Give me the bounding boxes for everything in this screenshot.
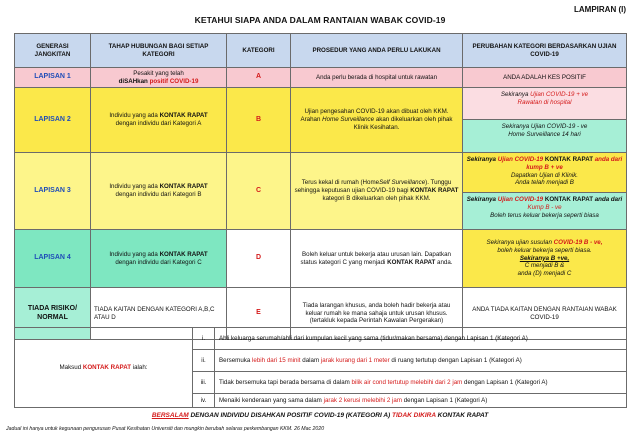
header-prosedur: PROSEDUR YANG ANDA PERLU LAKUKAN [291,34,463,68]
generasi-tiada-risiko: TIADA RISIKO/ NORMAL [15,288,91,340]
perubahan-text: Home Surveillance 14 hari [508,130,581,138]
perubahan-highlight: Ujian COVID-19 [497,156,544,163]
definition-text: Bersemuka [219,356,251,364]
tahap-text: dengan individu dari Kategori A [115,120,202,127]
definition-text: Menaiki kenderaan yang sama dalam [219,396,322,404]
footer-highlight: BERSALAM [151,412,189,419]
perubahan-negative [463,193,626,229]
prosedur-text: akan dikeluarkan oleh pihak Klinik Kesihatan. [353,116,453,131]
perubahan-negative [463,120,626,152]
prosedur-text: Ujian pengesahan COVID-19 akan dibuat oleh KKM. Arahan [300,108,449,124]
tahap-text: dengan individu dari Kategori B [115,191,202,198]
item-number: i. [193,328,215,350]
definition-highlight: lebih dari 15 minit [252,356,301,364]
definition-text: Tidak bersemuka tapi berada bersama di dalam [219,378,350,386]
perubahan-positive [463,153,626,193]
footer-text: DENGAN INDIVIDU DISAHKAN POSITIF COVID-19 (KATEGORI A) [190,412,391,419]
header-perubahan: PERUBAHAN KATEGORI BERDASARKAN UJIAN COVID-19 [463,34,627,68]
perubahan-text: boleh keluar bekerja seperti biasa. [497,246,592,254]
prosedur-lapisan-4 [291,230,463,288]
perubahan-highlight: anda dari kump B + ve [526,156,623,171]
perubahan-bold: Sekiranya B +ve, [519,254,570,262]
perubahan-text: Dapatkan Ujian di Klinik. [510,171,579,179]
tahap-highlight: positif COVID-19 [149,77,199,85]
prosedur-text: (tertakluk kepada Perintah Kawalan Pergerakan) [309,317,444,325]
tahap-tiada-risiko: TIADA KAITAN DENGAN KATEGORI A,B,C ATAU D [91,288,227,340]
definition-item [215,394,627,408]
tahap-text: dengan individu dari Kategori C [115,258,202,266]
prosedur-lapisan-3 [291,153,463,230]
definition-highlight: jarak 2 kerusi melebihi 2 jam [323,396,402,404]
prosedur-text: anda. [437,258,453,266]
prosedur-text: Tiada larangan khusus, anda boleh hadir bekerja atau keluar rumah ke mana sahaja untuk urusan khusus. [302,301,451,317]
prosedur-text: Boleh keluar untuk bekerja atau urusan lain. Dapatkan status kategori C yang menjadi [300,250,451,266]
perubahan-lapisan-1: ANDA ADALAH KES POSITIF [463,68,627,88]
generasi-lapisan-1: LAPISAN 1 [15,68,91,88]
perubahan-tiada-risiko: ANDA TIADA KAITAN DENGAN RANTAIAN WABAK COVID-19 [463,288,627,340]
perubahan-text: C menjadi B & [524,262,565,270]
perubahan-text: Sekiranya ujian susulan [486,239,552,247]
perubahan-text: anda (D) menjadi C [517,270,572,278]
prosedur-text: ). Tunggu sehingga keputusan ujian COVID-19 bagi [294,179,452,195]
tahap-text: Pesakit yang telah [133,69,184,77]
definition-highlight: bilik air cond tertutup melebihi dari 2 jam [351,378,463,386]
tahap-bold: KONTAK RAPAT [159,183,208,191]
prosedur-lapisan-2 [291,88,463,153]
perubahan-text: anda dari [594,196,623,203]
maksud-label [15,328,193,408]
table-row-lapisan-1 [15,68,627,88]
definition-item [215,350,627,372]
perubahan-bold: KONTAK RAPAT [544,156,593,163]
perubahan-bold: KONTAK RAPAT [544,196,593,203]
kategori-e: E [227,288,291,340]
perubahan-lapisan-3 [463,153,627,230]
perubahan-lapisan-2 [463,88,627,153]
perubahan-highlight: Ujian COVID-19 + ve [530,91,589,98]
page-title: KETAHUI SIAPA ANDA DALAM RANTAIAN WABAK COVID-19 [194,15,446,25]
tahap-lapisan-1 [91,68,227,88]
perubahan-positive [463,88,626,120]
kategori-b: B [227,88,291,153]
generasi-lapisan-3: LAPISAN 3 [15,153,91,230]
header-tahap: TAHAP HUBUNGAN BAGI SETIAP KATEGORI [91,34,227,68]
prosedur-bold: KONTAK RAPAT [410,187,459,195]
perubahan-highlight: Ujian COVID-19 [497,196,544,203]
tahap-text: Individu yang ada [109,112,158,120]
prosedur-text: Terus kekal di rumah (Home [301,179,380,187]
kategori-d: D [227,230,291,288]
tahap-lapisan-4 [91,230,227,288]
maksud-text: Maksud [59,363,82,371]
maksud-text: ialah: [132,363,148,371]
perubahan-highlight: Ujian COVID-19 - ve [530,123,588,130]
kontak-rapat-definition-table [14,327,627,408]
maksud-highlight: KONTAK RAPAT [82,363,131,371]
prosedur-lapisan-1: Anda perlu berada di hospital untuk rawatan [291,68,463,88]
perubahan-highlight: COVID-19 B - ve, [553,239,603,247]
table-header-row [15,34,627,68]
tahap-text: Individu yang ada [109,183,158,191]
perubahan-text: Boleh terus keluar bekerja seperti biasa [490,211,599,219]
disclaimer-note: Jadual ini hanya untuk kegunaan pengurusan Pusat Kesihatan Universiti dan mungkin berubah selaras perkembangan KKM. 26 Mac 2020 [6,426,325,432]
item-number: iii. [193,372,215,394]
prosedur-bold: KONTAK RAPAT [387,258,436,266]
table-row-lapisan-3 [15,153,627,230]
tahap-text: Individu yang ada [109,250,158,258]
tahap-text: diSAHkan [118,77,148,85]
footer-text: KONTAK RAPAT [437,412,489,419]
definition-highlight: jarak kurang dari 1 meter [320,356,390,364]
perubahan-text: Sekiranya [501,123,530,130]
prosedur-italic: Home Surveillance [322,116,375,124]
kategori-a: A [227,68,291,88]
perubahan-lapisan-4 [463,230,627,288]
definition-row [15,328,627,350]
perubahan-text: Sekiranya [466,156,496,163]
table-row-lapisan-2 [15,88,627,153]
table-row-lapisan-4 [15,230,627,288]
prosedur-italic: Self Surveillance [379,179,426,187]
tahap-bold: KONTAK RAPAT [159,250,208,258]
lampiran-label: LAMPIRAN (I) [574,5,626,14]
perubahan-text: Sekiranya [466,196,496,203]
covid-chain-table [14,33,627,340]
perubahan-text: Rawatan di hospital [517,98,572,106]
item-number: ii. [193,350,215,372]
footer-highlight: TIDAK DIKIRA [392,412,436,419]
perubahan-text: Sekiranya [500,91,529,98]
definition-text: di ruang tertutup dengan Lapisan 1 (Kategori A) [391,356,522,364]
tahap-bold: KONTAK RAPAT [159,112,208,120]
kategori-c: C [227,153,291,230]
generasi-lapisan-4: LAPISAN 4 [15,230,91,288]
definition-item [215,372,627,394]
perubahan-highlight: Kump B - ve [527,203,562,211]
item-number: iv. [193,394,215,408]
generasi-lapisan-2: LAPISAN 2 [15,88,91,153]
header-kategori: KATEGORI [227,34,291,68]
prosedur-text: kategori B dikeluarkan oleh pihak KKM. [322,194,431,202]
definition-item: Ahli keluarga serumah/ahli dari kumpulan kecil yang sama (tidur/makan bersama) dengan Lapisan 1 (Kategori A) [215,328,627,350]
tahap-lapisan-2 [91,88,227,153]
header-generasi: GENERASI JANGKITAN [15,34,91,68]
tahap-lapisan-3 [91,153,227,230]
definition-text: dengan Lapisan 1 (Kategori A) [403,396,488,404]
definition-text: dengan Lapisan 1 (Kategori A) [464,378,548,386]
bersalam-footer [20,412,620,420]
definition-text: dalam [302,356,320,364]
perubahan-text: Anda telah menjadi B [515,179,574,187]
